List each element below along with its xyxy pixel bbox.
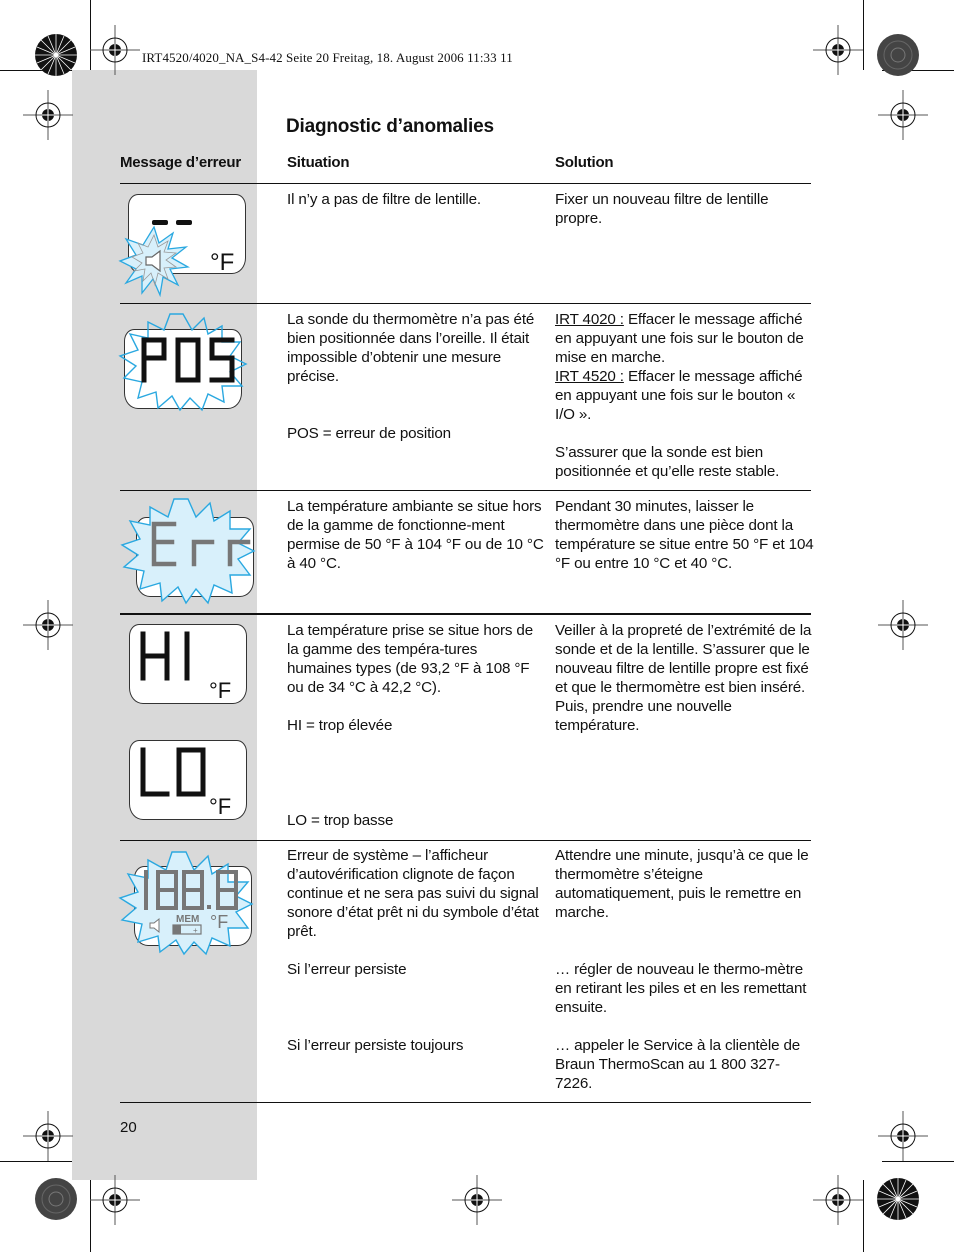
situation-text: Erreur de système – l’afficheur d’autovérification clignote de façon continue et ne sera pas suivi du signal sonore d’état prêt ni du symbole d’état prêt. Si l’erreur persiste Si l’erreur persiste toujours: [287, 847, 539, 1054]
row-divider: [120, 303, 811, 304]
lcd-text-hi: [129, 624, 249, 714]
column-header-solution: Solution: [555, 154, 614, 171]
speaker-icon: [118, 225, 190, 297]
lcd-text-pos: [140, 336, 240, 386]
situation-text: Il n’y a pas de filtre de lentille.: [287, 191, 481, 208]
page-number: 20: [120, 1119, 137, 1136]
print-slug: IRT4520/4020_NA_S4-42 Seite 20 Freitag, 18. August 2006 11:33 11: [142, 50, 513, 65]
solution-text: IRT 4020 : Effacer le message affiché en appuyant une fois sur le bouton de mise en marche. IRT 4520 : Effacer le message affiché en appuyant une fois sur le bouton « I/O ». S’assurer que la sonde est bien positionnée et qu’elle reste stable.: [555, 311, 804, 480]
solution-text: Fixer un nouveau filtre de lentille propre.: [555, 191, 769, 227]
lcd-text-188-8: [140, 868, 250, 938]
row-divider: [120, 490, 811, 491]
svg-text:°F: °F: [210, 912, 229, 932]
column-header-message: Message d’erreur: [120, 154, 242, 171]
column-header-situation: Situation: [287, 154, 350, 171]
model-label-irt4020: IRT 4020 :: [555, 311, 624, 328]
lcd-text-err: [150, 520, 260, 570]
row-divider: [120, 840, 811, 841]
lcd-text-lo: [129, 740, 249, 830]
situation-text: La sonde du thermomètre n’a pas été bien positionnée dans l’oreille. Il était impossible d’obtenir une mesure précise. POS = erreur de position: [287, 311, 535, 442]
situation-text: La température ambiante se situe hors de la gamme de fonctionne-ment permise de 50 °F à 104 °F ou de 10 °C à 40 °C.: [287, 498, 544, 572]
solution-text: Veiller à la propreté de l’extrémité de la sonde et de la lentille. S’assurer que le nouveau filtre de lentille propre est fixé et que le thermomètre est bien inséré. Puis, prendre une nouvelle température.: [555, 622, 812, 734]
row-divider: [120, 183, 811, 184]
svg-text:MEM: MEM: [176, 914, 200, 925]
solution-text: Pendant 30 minutes, laisser le thermomètre dans une pièce dont la température se situe entre 50 °F et 104 °F ou entre 10 °C et 40 °C.: [555, 498, 814, 572]
solution-text: Attendre une minute, jusqu’à ce que le thermomètre s’éteigne automatiquement, puis le remettre en marche. … régler de nouveau le thermo-mètre en retirant les piles et en les remettant ensuite. … appeler le Service à la clientèle de Braun ThermoScan au 1 800 327-7226.: [555, 847, 809, 1092]
svg-text:+: +: [193, 926, 198, 935]
row-divider: [120, 613, 811, 615]
situation-text: La température prise se situe hors de la gamme des tempéra-tures humaines types (de 93,2 °F à 108 °F ou de 34 °C à 42,2 °C). HI = trop élevée LO = trop basse: [287, 622, 534, 829]
svg-text:°F: °F: [209, 678, 232, 703]
svg-text:°F: °F: [209, 794, 232, 819]
row-divider: [120, 1102, 811, 1103]
svg-text:°F: °F: [210, 249, 235, 276]
page-title: Diagnostic d’anomalies: [286, 116, 494, 137]
model-label-irt4520: IRT 4520 :: [555, 368, 624, 385]
